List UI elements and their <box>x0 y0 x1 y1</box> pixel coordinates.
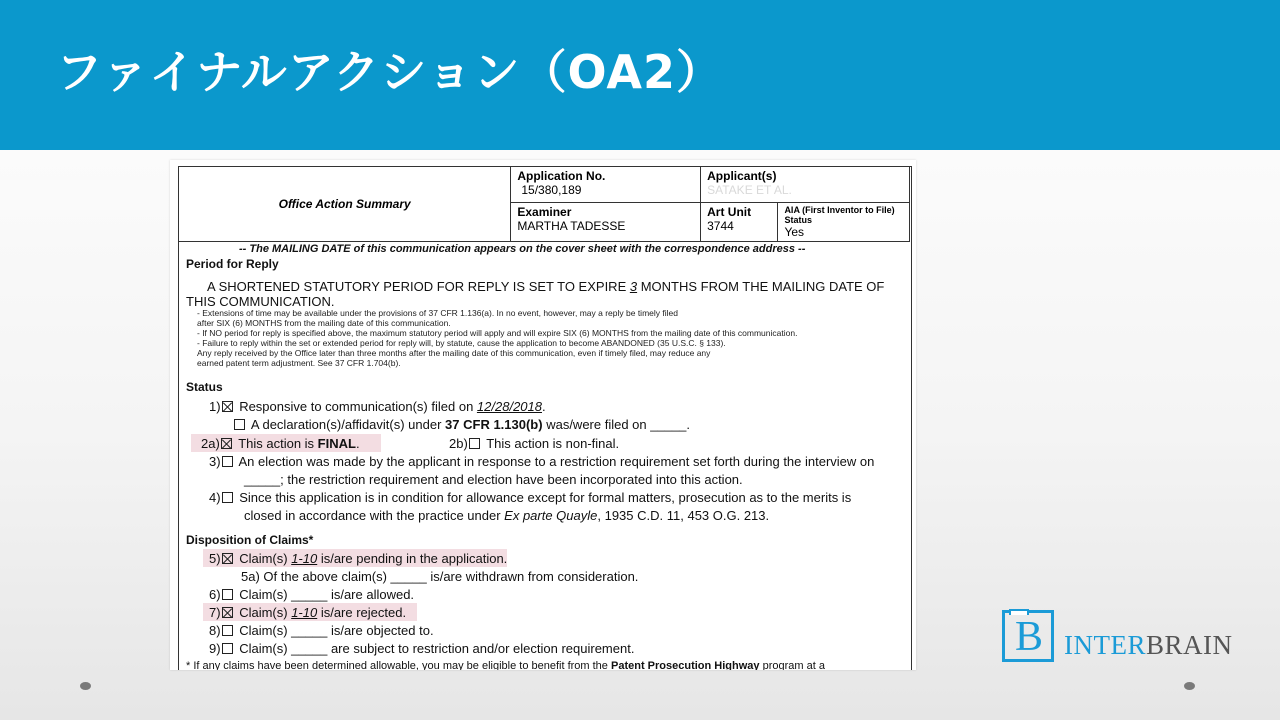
period-line-2: THIS COMMUNICATION. <box>186 294 335 309</box>
declaration-text-a: A declaration(s)/affidavit(s) under <box>250 417 446 432</box>
mailing-date-notice: -- The MAILING DATE of this communication appears on the cover sheet with the correspondence address -- <box>239 243 806 255</box>
footnote-b: , you may be eligible to benefit from the <box>415 660 611 670</box>
aia-status-label: AIA (First Inventor to File) Status <box>784 205 895 225</box>
checkbox-empty-icon <box>222 625 233 636</box>
applicants-label: Applicant(s) <box>707 169 777 183</box>
form-header-table <box>178 166 910 242</box>
claim-8-text: Claim(s) _____ is/are objected to. <box>239 623 434 638</box>
checkbox-checked-icon <box>222 607 233 618</box>
claim-item-9 <box>209 641 634 656</box>
status-4-line2 <box>244 508 769 523</box>
interbrain-logo <box>1002 610 1272 666</box>
status-item-2b <box>449 436 619 451</box>
status-1-number: 1) <box>209 399 221 414</box>
examiner-label: Examiner <box>517 205 572 219</box>
checkbox-empty-icon <box>222 456 233 467</box>
logo-mark <box>1002 610 1054 662</box>
status-item-3 <box>209 454 874 469</box>
slide-title: ファイナルアクション（OA2） <box>56 45 723 99</box>
status-2a-text: This action is <box>238 436 318 451</box>
aia-status-value: Yes <box>784 225 805 239</box>
status-2a-number: 2a) <box>201 436 220 451</box>
claim-7-text-a: Claim(s) <box>239 605 292 620</box>
checkbox-empty-icon <box>222 589 233 600</box>
status-4-line1: Since this application is in condition for allowance except for formal matters, prosecution as to the merits is <box>239 490 852 505</box>
claim-9-number: 9) <box>209 641 221 656</box>
disposition-heading: Disposition of Claims* <box>186 533 314 547</box>
status-4-line2-italic: Ex parte Quayle <box>504 508 598 523</box>
claim-8-number: 8) <box>209 623 221 638</box>
fine-print-4: - Failure to reply within the set or extended period for reply will, by statute, cause the application to become ABANDONED (35 U.S.C. § 133). <box>197 338 726 348</box>
status-1-text: Responsive to communication(s) filed on <box>239 399 477 414</box>
fine-print-2: after SIX (6) MONTHS from the mailing date of this communication. <box>197 318 451 328</box>
form-border <box>178 166 912 670</box>
checkbox-empty-icon <box>222 492 233 503</box>
claim-item-7 <box>209 605 406 620</box>
period-months: 3 <box>629 279 638 294</box>
fine-print-6: earned patent term adjustment. See 37 CFR 1.704(b). <box>197 358 401 368</box>
status-1-date: 12/28/2018 <box>476 399 542 414</box>
claim-7-text-b: is/are rejected. <box>317 605 407 620</box>
claim-item-5a: 5a) Of the above claim(s) _____ is/are withdrawn from consideration. <box>241 569 639 584</box>
declaration-cfr: 37 CFR 1.130(b) <box>445 417 543 432</box>
applicants-cell <box>701 167 910 203</box>
checkbox-checked-icon <box>222 553 233 564</box>
art-unit-value: 3744 <box>707 219 734 233</box>
status-item-1 <box>209 399 546 414</box>
checkbox-checked-icon <box>222 401 233 412</box>
status-4-number: 4) <box>209 490 221 505</box>
status-1-end: . <box>542 399 546 414</box>
claim-6-text: Claim(s) _____ is/are allowed. <box>239 587 415 602</box>
footnote-c: program at a <box>759 660 825 670</box>
art-unit-cell <box>701 203 778 242</box>
fine-print-1: - Extensions of time may be available under the provisions of 37 CFR 1.136(a). In no event, however, may a reply be timely filed <box>197 308 678 318</box>
status-2a-final: FINAL <box>317 436 356 451</box>
fine-print-5: Any reply received by the Office later than three months after the mailing date of this communication, even if timely filed, may reduce any <box>197 348 711 358</box>
art-unit-label: Art Unit <box>707 205 752 219</box>
claim-5-claims: 1-10 <box>291 551 318 566</box>
status-4-line2-a: closed in accordance with the practice under <box>244 508 505 523</box>
application-no: 15/380,189 <box>521 183 582 197</box>
examiner-value: MARTHA TADESSE <box>517 219 626 233</box>
declaration-text-b: was/were filed on _____. <box>542 417 691 432</box>
checkbox-empty-icon <box>222 643 233 654</box>
left-dot-decoration <box>80 682 91 690</box>
claim-6-number: 6) <box>209 587 221 602</box>
examiner-cell <box>511 203 701 242</box>
status-3-number: 3) <box>209 454 221 469</box>
claim-7-claims: 1-10 <box>291 605 318 620</box>
period-for-reply-heading: Period for Reply <box>186 257 279 271</box>
application-no-cell <box>511 167 701 203</box>
footnote-pph <box>186 660 825 670</box>
checkbox-empty-icon <box>234 419 245 430</box>
claim-5-text-a: Claim(s) <box>239 551 292 566</box>
status-3-line2: _____; the restriction requirement and election have been incorporated into this action. <box>244 472 743 487</box>
checkbox-checked-icon <box>221 438 232 449</box>
right-dot-decoration <box>1184 682 1195 690</box>
logo-wordmark <box>1064 630 1233 660</box>
claim-9-text: Claim(s) _____ are subject to restriction and/or election requirement. <box>239 641 635 656</box>
claim-item-6 <box>209 587 414 602</box>
status-2b-text: This action is non-final. <box>486 436 620 451</box>
claim-5-text-b: is/are pending in the application. <box>317 551 508 566</box>
status-4-line2-b: , 1935 C.D. 11, 453 O.G. 213. <box>597 508 770 523</box>
period-text-b: MONTHS FROM THE MAILING DATE OF <box>637 279 885 294</box>
aia-status-cell <box>778 203 910 242</box>
status-item-1b <box>233 417 690 432</box>
footnote-allowable: allowable <box>370 660 416 670</box>
logo-text-inter: INTER <box>1064 630 1146 660</box>
slide-header-bar <box>0 0 1280 150</box>
applicants-value: SATAKE ET AL. <box>707 183 792 197</box>
footnote-pph-name: Patent Prosecution Highway <box>610 660 760 670</box>
checkbox-empty-icon <box>469 438 480 449</box>
status-heading: Status <box>186 380 223 394</box>
fine-print-3: - If NO period for reply is specified above, the maximum statutory period will apply and will expire SIX (6) MONTHS from the mailing date of this communication. <box>197 328 798 338</box>
period-text-a: A SHORTENED STATUTORY PERIOD FOR REPLY IS SET TO EXPIRE <box>207 279 630 294</box>
claim-item-8 <box>209 623 434 638</box>
status-3-line1: An election was made by the applicant in response to a restriction requirement set forth during the interview on <box>238 454 875 469</box>
footnote-a: * If any claims have been determined <box>186 660 371 670</box>
logo-letter: B <box>1015 614 1044 660</box>
claim-item-5 <box>209 551 507 566</box>
office-action-summary-title: Office Action Summary <box>179 167 511 242</box>
office-action-document <box>170 160 916 670</box>
status-2b-number: 2b) <box>449 436 468 451</box>
claim-7-number: 7) <box>209 605 221 620</box>
application-no-label: Application No. <box>517 169 606 183</box>
shortened-period-line <box>207 279 884 294</box>
logo-text-brain: BRAIN <box>1145 630 1233 660</box>
status-2a-end: . <box>355 436 360 451</box>
status-item-4 <box>209 490 851 505</box>
status-item-2a <box>201 436 360 451</box>
claim-5-number: 5) <box>209 551 221 566</box>
